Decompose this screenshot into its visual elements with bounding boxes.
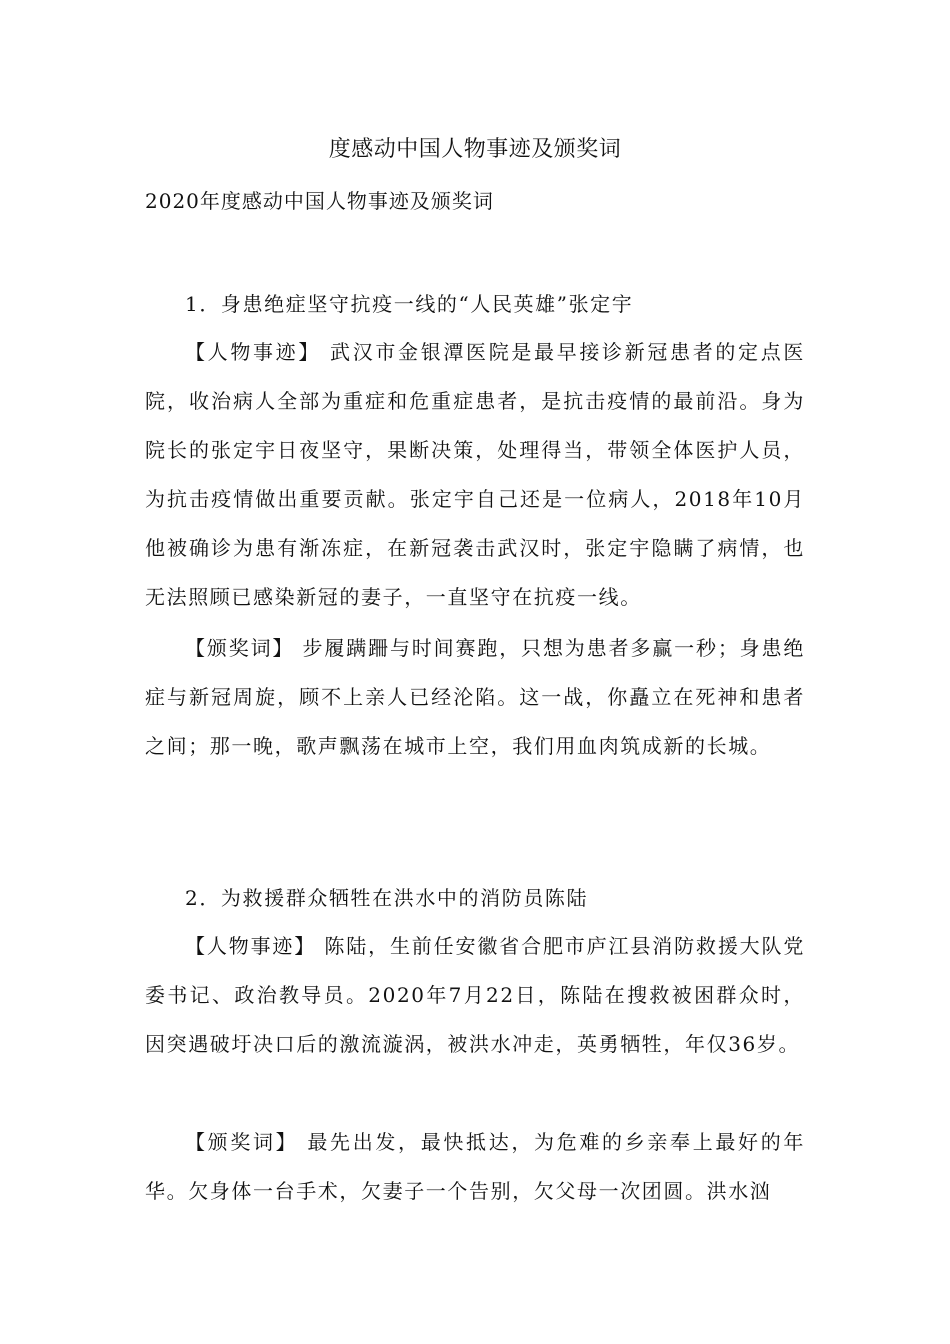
entry-2-deeds-paragraph: 【人物事迹】 陈陆，生前任安徽省合肥市庐江县消防救援大队党委书记、政治教导员。2020年7月22日，陈陆在搜救被困群众时，因突遇破圩决口后的激流漩涡，被洪水冲走，英勇牺牲，年仅36岁。 <box>145 934 805 1056</box>
entry-2-citation-paragraph: 【颁奖词】 最先出发，最快抵达，为危难的乡亲奉上最好的年华。欠身体一台手术，欠妻子一个告别，欠父母一次团圆。洪水汹 <box>145 1130 805 1203</box>
entry-1-citation-paragraph: 【颁奖词】 步履蹒跚与时间赛跑，只想为患者多赢一秒；身患绝症与新冠周旋，顾不上亲人已经沦陷。这一战，你矗立在死神和患者之间；那一晚，歌声飘荡在城市上空，我们用血肉筑成新的长城。 <box>145 636 805 758</box>
entry-1-heading: 1．身患绝症坚守抗疫一线的“人民英雄”张定宇 <box>185 292 634 316</box>
entry-2-heading: 2．为救援群众牺牲在洪水中的消防员陈陆 <box>185 886 589 910</box>
document-subtitle: 2020年度感动中国人物事迹及颁奖词 <box>145 189 494 213</box>
document-title: 度感动中国人物事迹及颁奖词 <box>328 137 622 162</box>
entry-1-deeds-paragraph: 【人物事迹】 武汉市金银潭医院是最早接诊新冠患者的定点医院，收治病人全部为重症和危重症患者，是抗击疫情的最前沿。身为院长的张定宇日夜坚守，果断决策，处理得当，带领全体医护人员，为抗击疫情做出重要贡献。张定宇自己还是一位病人，2018年10月他被确诊为患有渐冻症，在新冠袭击武汉时，张定宇隐瞒了病情，也无法照顾已感染新冠的妻子，一直坚守在抗疫一线。 <box>145 340 805 609</box>
